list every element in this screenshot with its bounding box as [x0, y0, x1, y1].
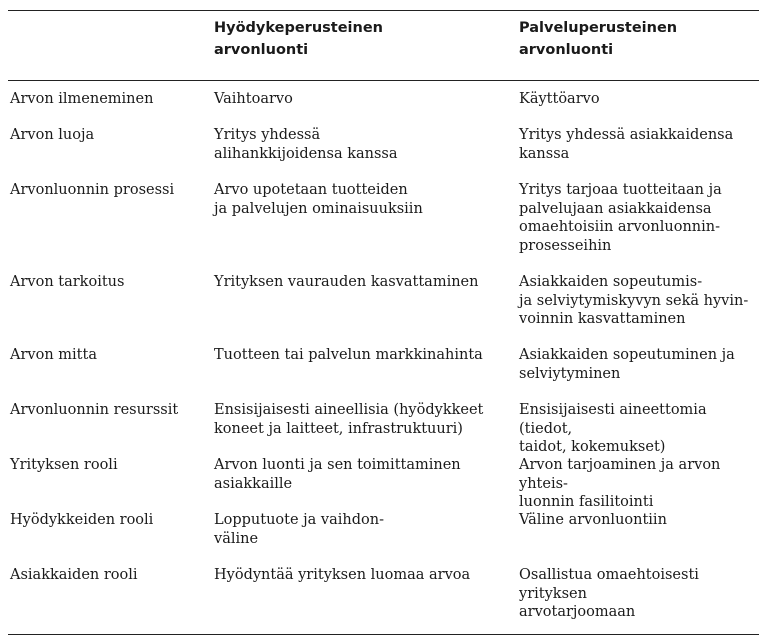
service-based-cell: Asiakkaiden sopeutumis- ja selviytymiskyvyn sekä hyvin- voinnin kasvattaminen — [519, 274, 749, 327]
service-based-cell: Arvon tarjoaminen ja arvon yhteis- luonnin fasilitointi — [519, 457, 721, 510]
service-based-cell: Yritys yhdessä asiakkaidensa kanssa — [519, 127, 734, 162]
row-label: Hyödykkeiden rooli — [10, 512, 154, 528]
row-label: Arvon mitta — [10, 347, 97, 363]
table-header-rule — [8, 80, 759, 81]
product-based-cell: Ensisijaisesti aineellisia (hyödykkeet koneet ja laitteet, infrastruktuuri) — [214, 402, 484, 437]
product-based-cell: Arvo upotetaan tuotteiden ja palvelujen ominaisuuksiin — [214, 182, 423, 217]
product-based-cell: Lopputuote ja vaihdon- väline — [214, 512, 384, 547]
column-header-service-based: Palveluperusteinen arvonluonti — [519, 20, 678, 58]
product-based-cell: Yrityksen vaurauden kasvattaminen — [214, 274, 479, 290]
product-based-cell: Hyödyntää yrityksen luomaa arvoa — [214, 567, 471, 583]
product-based-cell: Yritys yhdessä alihankkijoidensa kanssa — [214, 127, 398, 162]
product-based-cell: Vaihtoarvo — [214, 91, 293, 107]
row-label: Asiakkaiden rooli — [10, 567, 138, 583]
column-header-product-based: Hyödykeperusteinen arvonluonti — [214, 20, 384, 58]
service-based-cell: Asiakkaiden sopeutuminen ja selviytyminen — [519, 347, 735, 382]
service-based-cell: Väline arvonluontiin — [519, 512, 667, 528]
table-top-rule — [8, 10, 759, 11]
row-label: Arvonluonnin prosessi — [10, 182, 175, 198]
service-based-cell: Ensisijaisesti aineettomia (tiedot, taidot, kokemukset) — [519, 402, 707, 455]
row-label: Yrityksen rooli — [10, 457, 118, 473]
row-label: Arvon tarkoitus — [10, 274, 125, 290]
product-based-cell: Tuotteen tai palvelun markkinahinta — [214, 347, 483, 363]
service-based-cell: Yritys tarjoaa tuotteitaan ja palvelujaan asiakkaidensa omaehtoisiin arvonluonnin- prosesseihin — [519, 182, 722, 254]
row-label: Arvon luoja — [10, 127, 95, 143]
service-based-cell: Osallistua omaehtoisesti yrityksen arvotarjoomaan — [519, 567, 699, 620]
table-bottom-rule — [8, 634, 759, 635]
service-based-cell: Käyttöarvo — [519, 91, 600, 107]
row-label: Arvon ilmeneminen — [10, 91, 154, 107]
product-based-cell: Arvon luonti ja sen toimittaminen asiakkaille — [214, 457, 461, 492]
row-label: Arvonluonnin resurssit — [10, 402, 179, 418]
